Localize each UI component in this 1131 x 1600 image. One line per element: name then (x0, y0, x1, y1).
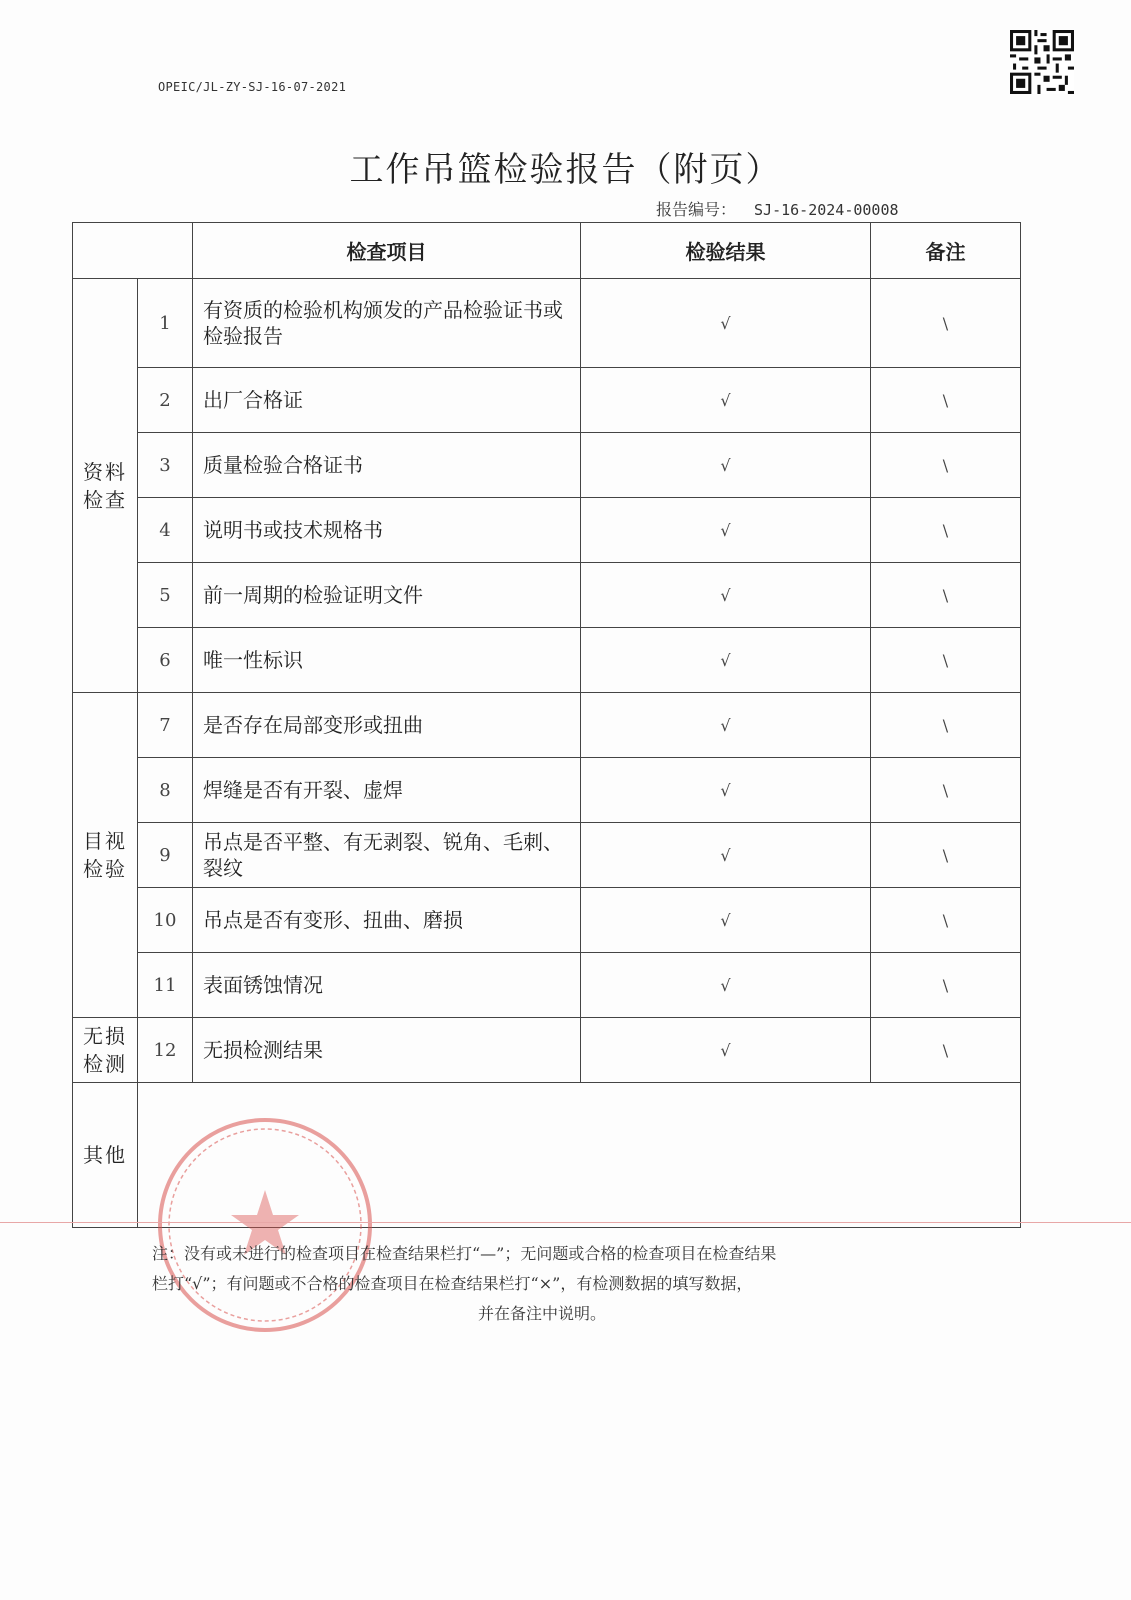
row-result: √ (581, 279, 871, 368)
row-item: 说明书或技术规格书 (193, 498, 581, 563)
footnote-line: 栏打“√”；有问题或不合格的检查项目在检查结果栏打“×”，有检测数据的填写数据， (152, 1274, 753, 1293)
footnote-line: 并在备注中说明。 (477, 1304, 606, 1323)
row-item: 无损检测结果 (193, 1018, 581, 1083)
row-result: √ (581, 563, 871, 628)
inspection-table (72, 222, 1021, 1228)
row-remark: \ (871, 563, 1021, 628)
report-number-value: SJ-16-2024-00008 (754, 201, 899, 219)
row-item: 唯一性标识 (193, 628, 581, 693)
row-remark: \ (871, 628, 1021, 693)
row-number: 7 (138, 693, 193, 758)
row-item: 焊缝是否有开裂、虚焊 (193, 758, 581, 823)
document-code: OPEIC/JL-ZY-SJ-16-07-2021 (158, 80, 347, 94)
row-number: 9 (138, 823, 193, 888)
row-item: 前一周期的检验证明文件 (193, 563, 581, 628)
table-row (73, 953, 1021, 1018)
row-remark: \ (871, 433, 1021, 498)
divider (0, 1222, 1131, 1223)
category-visual-inspection: 目视 检验 (73, 693, 138, 1018)
table-row (73, 279, 1021, 368)
row-remark: \ (871, 693, 1021, 758)
row-number: 11 (138, 953, 193, 1018)
row-item: 出厂合格证 (193, 368, 581, 433)
row-remark: \ (871, 823, 1021, 888)
row-number: 5 (138, 563, 193, 628)
header-remark: 备注 (871, 223, 1021, 279)
row-item: 吊点是否有变形、扭曲、磨损 (193, 888, 581, 953)
table-row (73, 1018, 1021, 1083)
category-document-check: 资料 检查 (73, 279, 138, 693)
table-row (73, 433, 1021, 498)
qr-code-icon (1010, 30, 1074, 94)
row-item: 质量检验合格证书 (193, 433, 581, 498)
row-result: √ (581, 823, 871, 888)
row-result: √ (581, 433, 871, 498)
report-number (656, 197, 899, 220)
row-result: √ (581, 628, 871, 693)
row-item: 吊点是否平整、有无剥裂、锐角、毛刺、裂纹 (193, 823, 581, 888)
category-other: 其他 (73, 1083, 138, 1228)
row-result: √ (581, 888, 871, 953)
table-row (73, 563, 1021, 628)
row-result: √ (581, 368, 871, 433)
row-remark: \ (871, 498, 1021, 563)
table-row (73, 628, 1021, 693)
row-number: 10 (138, 888, 193, 953)
row-result: √ (581, 953, 871, 1018)
row-number: 4 (138, 498, 193, 563)
row-number: 3 (138, 433, 193, 498)
row-result: √ (581, 693, 871, 758)
row-result: √ (581, 498, 871, 563)
table-row (73, 823, 1021, 888)
row-remark: \ (871, 888, 1021, 953)
row-remark: \ (871, 953, 1021, 1018)
row-item: 是否存在局部变形或扭曲 (193, 693, 581, 758)
table-row (73, 888, 1021, 953)
row-item: 有资质的检验机构颁发的产品检验证书或检验报告 (193, 279, 581, 368)
row-remark: \ (871, 1018, 1021, 1083)
header-item: 检查项目 (193, 223, 581, 279)
row-number: 12 (138, 1018, 193, 1083)
row-result: √ (581, 1018, 871, 1083)
row-number: 2 (138, 368, 193, 433)
table-header-row (73, 223, 1021, 279)
header-blank (73, 223, 193, 279)
footnote (152, 1239, 932, 1329)
row-number: 6 (138, 628, 193, 693)
row-remark: \ (871, 368, 1021, 433)
row-item: 表面锈蚀情况 (193, 953, 581, 1018)
table-row (73, 498, 1021, 563)
row-remark: \ (871, 279, 1021, 368)
row-result: √ (581, 758, 871, 823)
header-result: 检验结果 (581, 223, 871, 279)
report-number-label: 报告编号： (656, 200, 737, 219)
table-row (73, 368, 1021, 433)
row-number: 8 (138, 758, 193, 823)
table-row (73, 758, 1021, 823)
category-ndt: 无损 检测 (73, 1018, 138, 1083)
table-row (73, 693, 1021, 758)
row-number: 1 (138, 279, 193, 368)
footnote-line: 注：没有或未进行的检查项目在检查结果栏打“—”；无问题或合格的检查项目在检查结果 (152, 1244, 777, 1263)
page-title: 工作吊篮检验报告（附页） (349, 150, 782, 190)
row-remark: \ (871, 758, 1021, 823)
